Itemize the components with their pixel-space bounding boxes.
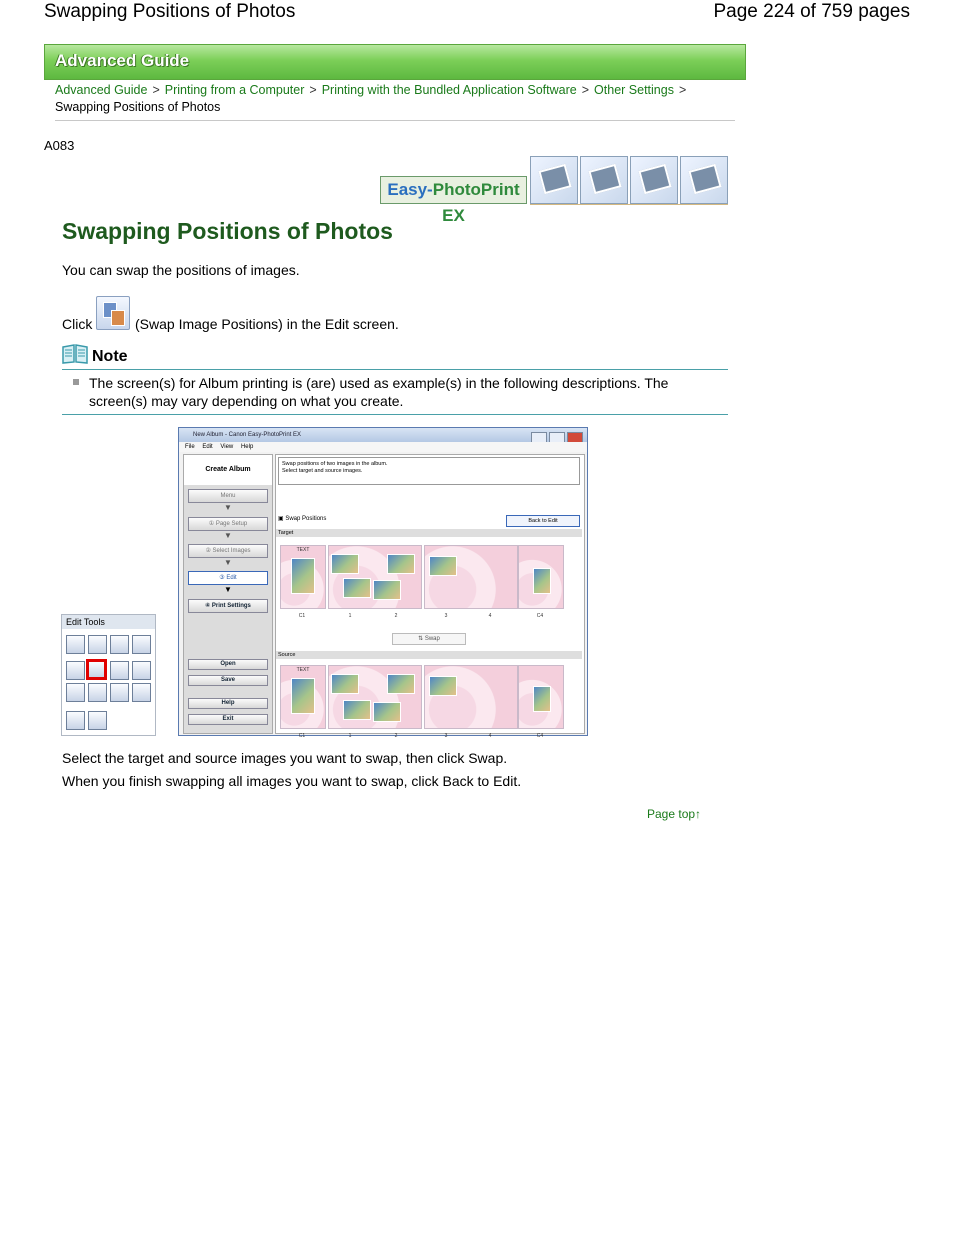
tool-icon — [66, 635, 85, 654]
open-button: Open — [188, 659, 268, 670]
breadcrumb: Advanced Guide > Printing from a Computer > Printing with the Bundled Application Software > Other Settings > Swapping Positions of Photos — [55, 83, 687, 114]
photo-thumbnail — [387, 674, 415, 694]
document-code: A083 — [44, 138, 75, 153]
print-settings-button: ④ Print Settings — [188, 599, 268, 613]
application-screenshot — [178, 427, 588, 739]
album-page: TEXT — [280, 545, 326, 609]
photo-thumbnail — [533, 568, 551, 594]
note-text: The screen(s) for Album printing is (are) used as example(s) in the following descriptions. The screen(s) may vary depending on what you create. — [89, 375, 669, 409]
banner-label: Advanced Guide — [55, 51, 190, 70]
photo-thumbnail — [429, 676, 457, 696]
album-spread — [328, 665, 422, 729]
page-setup-button: ① Page Setup — [188, 517, 268, 531]
album-page: TEXT — [280, 665, 326, 729]
album-thumbnail-icon — [530, 156, 578, 204]
note-title: Note — [92, 348, 128, 365]
intro-text: You can swap the positions of images. — [62, 262, 300, 278]
page-title: Swapping Positions of Photos — [62, 218, 393, 244]
step-text-finish: When you finish swapping all images you want to swap, click Back to Edit. — [62, 773, 522, 789]
tool-icon — [88, 683, 107, 702]
breadcrumb-current: Swapping Positions of Photos — [55, 100, 221, 114]
tool-icon — [110, 683, 129, 702]
step-text-select: Select the target and source images you want to swap, then click Swap. — [62, 750, 508, 766]
album-page — [518, 545, 564, 609]
swap-button: ⇅ Swap — [392, 633, 466, 645]
instruction-message: Swap positions of two images in the album. Select target and source images. — [278, 457, 580, 485]
divider — [62, 369, 728, 370]
text-tool-icon — [66, 711, 85, 730]
breadcrumb-printing-from-computer[interactable]: Printing from a Computer — [164, 83, 305, 97]
page-counter: Page 224 of 759 pages — [713, 1, 910, 22]
help-button: Help — [188, 698, 268, 709]
tool-icon — [132, 661, 151, 680]
photo-thumbnail — [343, 578, 371, 598]
sidebar-header: Create Album — [184, 455, 272, 485]
stack-thumbnail-icon — [580, 156, 628, 204]
edit-tools-title: Edit Tools — [62, 615, 155, 629]
text-tool-icon — [88, 711, 107, 730]
navigation-sidebar — [183, 454, 273, 734]
divider — [62, 414, 728, 415]
photo-thumbnail — [373, 580, 401, 600]
photo-thumbnail — [533, 686, 551, 712]
back-to-edit-button: Back to Edit — [506, 515, 580, 527]
edit-tools-panel — [61, 614, 156, 736]
tool-icon — [110, 635, 129, 654]
down-arrow-icon: ▼ — [224, 558, 232, 567]
edit-area: Swap positions of two images in the album. Select target and source images. ▣ Swap Positions Back to Edit Target TEXT C1 1 2 3 4 C4 ⇅ Swap Source TEXT C1 1 2 3 4 C4 — [275, 454, 585, 734]
photo-thumbnail — [343, 700, 371, 720]
album-page — [518, 665, 564, 729]
tool-icon — [110, 661, 129, 680]
photo-thumbnail — [291, 558, 315, 594]
tool-icon — [66, 661, 85, 680]
breadcrumb-advanced-guide[interactable]: Advanced Guide — [55, 83, 148, 97]
divider — [530, 204, 728, 205]
up-arrow-icon: ↑ — [695, 807, 702, 821]
album-spread — [328, 545, 422, 609]
save-button: Save — [188, 675, 268, 686]
photo-thumbnail — [373, 702, 401, 722]
tool-icon — [132, 635, 151, 654]
layout-thumbnail-icon — [630, 156, 678, 204]
sticker-thumbnail-icon — [680, 156, 728, 204]
exit-button: Exit — [188, 714, 268, 725]
down-arrow-icon: ▼ — [224, 585, 232, 594]
down-arrow-icon: ▼ — [224, 531, 232, 540]
menu-bar: File Edit View Help — [179, 442, 587, 452]
photo-thumbnail — [387, 554, 415, 574]
tool-icon — [88, 635, 107, 654]
note-book-icon — [62, 344, 88, 364]
photo-thumbnail — [331, 674, 359, 694]
photo-thumbnail — [291, 678, 315, 714]
target-header: Target — [276, 529, 582, 537]
edit-step-button: ③ Edit — [188, 571, 268, 585]
down-arrow-icon: ▼ — [224, 503, 232, 512]
swap-positions-label: ▣ Swap Positions — [278, 516, 327, 522]
breadcrumb-other-settings[interactable]: Other Settings — [594, 83, 674, 97]
tool-icon — [132, 683, 151, 702]
page-top-link[interactable]: Page top↑ — [647, 807, 702, 821]
swap-image-positions-tool-icon — [86, 659, 107, 680]
page-header-title: Swapping Positions of Photos — [44, 1, 296, 22]
window-title: New Album - Canon Easy-PhotoPrint EX — [179, 428, 587, 442]
advanced-guide-banner — [44, 44, 746, 80]
album-spread — [424, 665, 518, 729]
photo-thumbnail — [429, 556, 457, 576]
source-header: Source — [276, 651, 582, 659]
bullet-icon — [73, 379, 79, 385]
album-spread — [424, 545, 518, 609]
divider — [55, 120, 735, 121]
select-images-button: ② Select Images — [188, 544, 268, 558]
menu-button: Menu — [188, 489, 268, 503]
breadcrumb-bundled-software[interactable]: Printing with the Bundled Application Software — [321, 83, 577, 97]
easy-photoprint-logo: Easy-PhotoPrint EX — [380, 176, 527, 204]
product-thumbnails — [530, 156, 730, 204]
tool-icon — [66, 683, 85, 702]
swap-image-positions-icon — [96, 296, 130, 330]
photo-thumbnail — [331, 554, 359, 574]
